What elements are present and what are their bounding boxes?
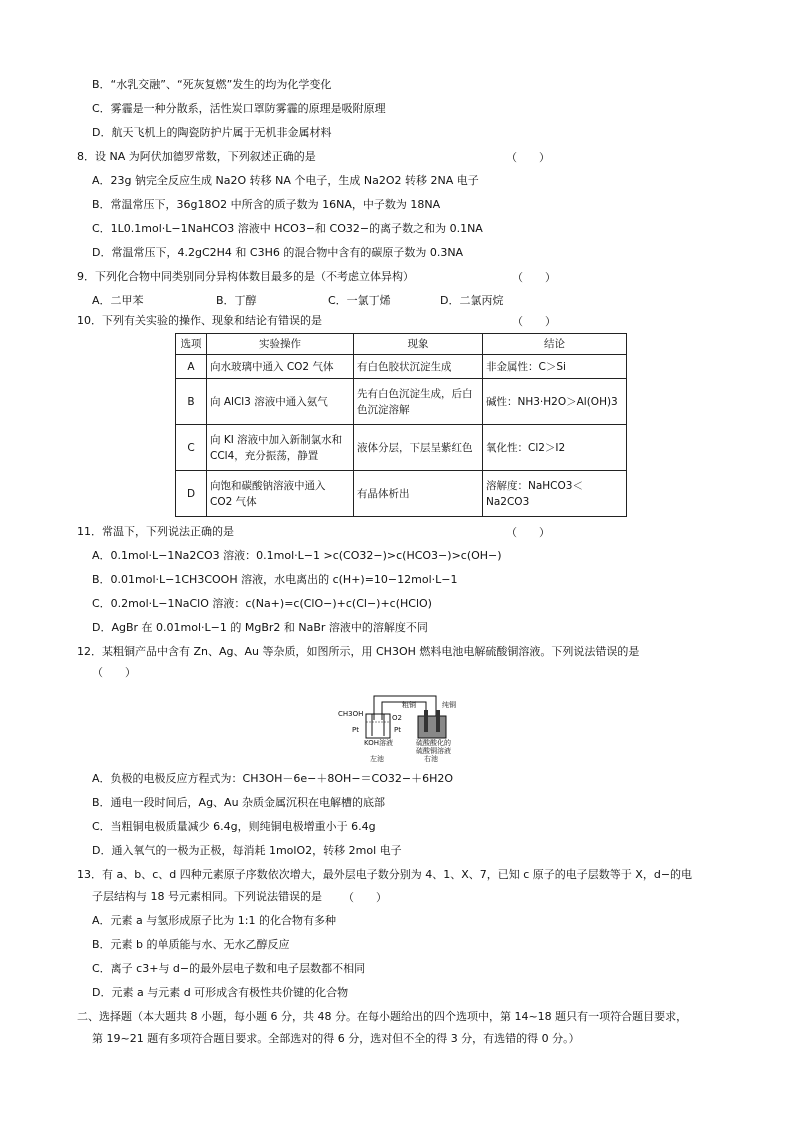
diagram-label-pt-right: Pt	[394, 726, 401, 734]
table-cell: 溶解度：NaHCO3＜Na2CO3	[483, 471, 627, 517]
q11-option-b: B．0.01mol·L−1CH3COOH 溶液，水电离出的 c(H+)=10−12mol·L−1	[92, 573, 458, 586]
q12-option-d: D．通入氧气的一极为正极，每消耗 1molO2，转移 2mol 电子	[92, 844, 402, 857]
q8-option-d: D．常温常压下，4.2gC2H4 和 C3H6 的混合物中含有的碳原子数为 0.3NA	[92, 246, 464, 259]
experiment-table	[175, 333, 627, 517]
q13-answer-paren: （ ）	[343, 891, 387, 904]
electrolysis-diagram	[336, 692, 466, 764]
q11-stem: 11．常温下，下列说法正确的是	[77, 525, 234, 538]
q12-stem: 12．某粗铜产品中含有 Zn、Ag、Au 等杂质，如图所示，用 CH3OH 燃料电池电解硫酸铜溶液。下列说法错误的是	[77, 645, 640, 658]
q11-option-a: A．0.1mol·L−1Na2CO3 溶液：0.1mol·L−1 >c(CO32−)>c(HCO3−)>c(OH−)	[92, 549, 502, 562]
table-row	[176, 425, 627, 471]
q8-option-b: B．常温常压下，36g18O2 中所含的质子数为 16NA，中子数为 18NA	[92, 198, 441, 211]
table-cell: 氧化性：Cl2＞I2	[483, 425, 627, 471]
q9-option-d: D．二氯丙烷	[440, 294, 504, 307]
q13-stem-continued: 子层结构与 18 号元素相同。下列说法错误的是	[92, 890, 322, 903]
table-cell: 非金属性：C＞Si	[483, 355, 627, 379]
diagram-label-cuso4-1: 硫酸酸化的	[416, 739, 451, 747]
q11-option-c: C．0.2mol·L−1NaClO 溶液：c(Na+)=c(ClO−)+c(Cl−)+c(HClO)	[92, 597, 432, 610]
q8-option-c: C．1L0.1mol·L−1NaHCO3 溶液中 HCO3−和 CO32−的离子数之和为 0.1NA	[92, 222, 483, 235]
q13-option-a: A．元素 a 与氢形成原子比为 1:1 的化合物有多种	[92, 914, 336, 927]
q13-option-c: C．离子 c3+与 d−的最外层电子数和电子层数都不相同	[92, 962, 366, 975]
q11-answer-paren: （ ）	[506, 526, 550, 539]
table-cell: B	[176, 379, 207, 425]
q10-stem: 10．下列有关实验的操作、现象和结论有错误的是	[77, 314, 322, 327]
table-header: 结论	[483, 334, 627, 355]
q12-option-b: B．通电一段时间后，Ag、Au 杂质金属沉积在电解槽的底部	[92, 796, 386, 809]
table-cell: 有白色胶状沉淀生成	[354, 355, 483, 379]
table-cell: D	[176, 471, 207, 517]
q9-option-b: B．丁醇	[216, 294, 257, 307]
table-cell: 向饱和碳酸钠溶液中通入 CO2 气体	[207, 471, 354, 517]
q7-option-d: D．航天飞机上的陶瓷防护片属于无机非金属材料	[92, 126, 332, 139]
q11-option-d: D．AgBr 在 0.01mol·L−1 的 MgBr2 和 NaBr 溶液中的溶解度不同	[92, 621, 428, 634]
diagram-label-pure-copper: 纯铜	[442, 701, 456, 709]
q9-answer-paren: （ ）	[512, 271, 556, 284]
diagram-label-right-cell: 右池	[424, 755, 438, 763]
table-header-row	[176, 334, 627, 355]
table-cell: 液体分层，下层呈紫红色	[354, 425, 483, 471]
diagram-label-left-cell: 左池	[370, 755, 384, 763]
section-2-heading: 二、选择题（本大题共 8 小题，每小题 6 分，共 48 分。在每小题给出的四个选项中，第 14~18 题只有一项符合题目要求，	[77, 1010, 688, 1023]
q7-option-b: B．“水乳交融”、“死灰复燃”发生的均为化学变化	[92, 78, 332, 91]
q7-option-c: C．雾霾是一种分散系，活性炭口罩防雾霾的原理是吸附原理	[92, 102, 386, 115]
table-cell: 向 KI 溶液中加入新制氯水和 CCl4，充分振荡，静置	[207, 425, 354, 471]
q13-stem: 13．有 a、b、c、d 四种元素原子序数依次增大，最外层电子数分别为 4、1、X、7，已知 c 原子的电子层数等于 X，d−的电	[77, 868, 693, 881]
diagram-label-pt-left: Pt	[352, 726, 359, 734]
q13-option-b: B．元素 b 的单质能与水、无水乙醇反应	[92, 938, 290, 951]
table-cell: A	[176, 355, 207, 379]
table-row	[176, 471, 627, 517]
diagram-label-o2: O2	[392, 714, 402, 722]
diagram-label-cuso4-2: 硫酸铜溶液	[416, 747, 451, 755]
table-cell: C	[176, 425, 207, 471]
q10-answer-paren: （ ）	[512, 315, 556, 328]
q8-stem: 8．设 NA 为阿伏加德罗常数，下列叙述正确的是	[77, 150, 316, 163]
q9-stem: 9．下列化合物中同类别同分异构体数目最多的是（不考虑立体异构）	[77, 270, 414, 283]
q13-option-d: D．元素 a 与元素 d 可形成含有极性共价键的化合物	[92, 986, 349, 999]
diagram-label-ch3oh: CH3OH	[338, 710, 364, 718]
section-2-heading-continued: 第 19~21 题有多项符合题目要求。全部选对的得 6 分，选对但不全的得 3 分，有选错的得 0 分。）	[92, 1032, 580, 1045]
table-header: 实验操作	[207, 334, 354, 355]
q12-option-c: C．当粗铜电极质量减少 6.4g，则纯铜电极增重小于 6.4g	[92, 820, 376, 833]
q9-option-c: C．一氯丁烯	[328, 294, 391, 307]
table-row	[176, 379, 627, 425]
table-header: 选项	[176, 334, 207, 355]
q12-answer-paren: （ ）	[92, 666, 136, 679]
table-cell: 有晶体析出	[354, 471, 483, 517]
table-cell: 碱性：NH3·H2O＞Al(OH)3	[483, 379, 627, 425]
table-cell: 向水玻璃中通入 CO2 气体	[207, 355, 354, 379]
table-header: 现象	[354, 334, 483, 355]
q8-answer-paren: （ ）	[506, 151, 550, 164]
diagram-label-koh: KOH溶液	[364, 739, 393, 747]
q12-option-a: A．负极的电极反应方程式为：CH3OH－6e−＋8OH−＝CO32−＋6H2O	[92, 772, 454, 785]
table-cell: 先有白色沉淀生成，后白色沉淀溶解	[354, 379, 483, 425]
diagram-label-crude-copper: 粗铜	[402, 701, 416, 709]
table-cell: 向 AlCl3 溶液中通入氨气	[207, 379, 354, 425]
table-row	[176, 355, 627, 379]
q8-option-a: A．23g 钠完全反应生成 Na2O 转移 NA 个电子，生成 Na2O2 转移 2NA 电子	[92, 174, 479, 187]
q9-option-a: A．二甲苯	[92, 294, 144, 307]
